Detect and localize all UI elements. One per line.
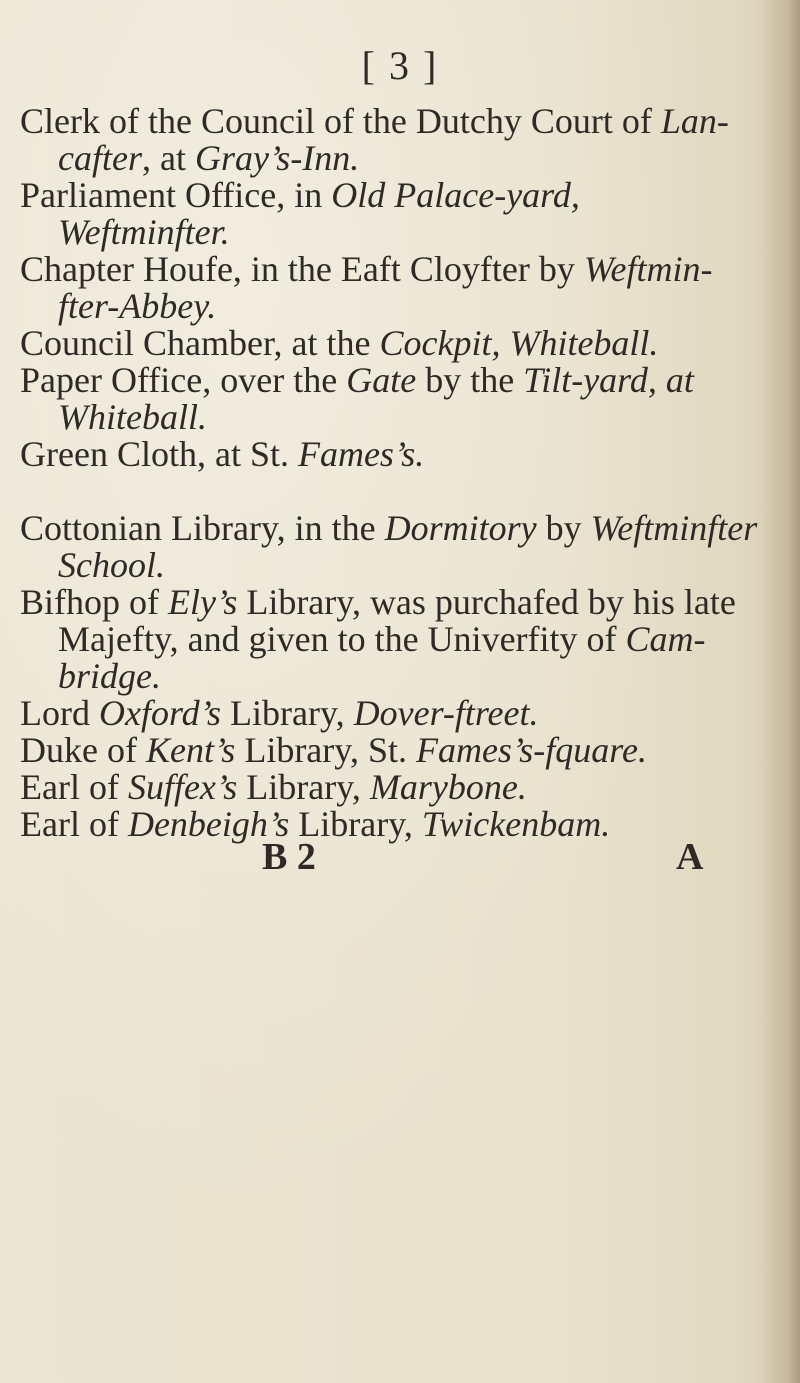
entry-earl-denbeigh-library: Earl of Denbeigh’s Library, Twickenbam. bbox=[20, 804, 611, 844]
entry-lord-oxford-library: Lord Oxford’s Library, Dover-ftreet. bbox=[20, 693, 539, 733]
signature-mark: B 2 bbox=[262, 836, 316, 878]
entry-duke-kent-library: Duke of Kent’s Library, St. Fames’s-fquare. bbox=[20, 730, 647, 770]
entry-green-cloth: Green Cloth, at St. Fames’s. bbox=[20, 434, 425, 474]
entries-list bbox=[20, 103, 760, 843]
catchword: A bbox=[676, 836, 704, 878]
entry-council-chamber: Council Chamber, at the Cockpit, Whiteball. bbox=[20, 323, 659, 363]
entry-bishop-ely-library: Bifhop of Ely’s Library, was purchafed by his late Majefty, and given to the Univerfity of Cam-bridge. bbox=[20, 582, 736, 696]
entry-earl-suffex-library: Earl of Suffex’s Library, Marybone. bbox=[20, 767, 527, 807]
page-number: [ 3 ] bbox=[361, 43, 439, 88]
entry-chapter-house: Chapter Houfe, in the Eaft Cloyfter by Weftmin-fter-Abbey. bbox=[20, 249, 713, 326]
page-edge-shadow bbox=[758, 0, 800, 1383]
entry-clerk-council: Clerk of the Council of the Dutchy Court of Lan-cafter, at Gray’s-Inn. bbox=[20, 101, 729, 178]
section-gap bbox=[20, 473, 760, 510]
entry-paper-office: Paper Office, over the Gate by the Tilt-yard, at Whiteball. bbox=[20, 360, 694, 437]
entry-parliament-office: Parliament Office, in Old Palace-yard, Weftminfter. bbox=[20, 175, 580, 252]
entry-cottonian-library: Cottonian Library, in the Dormitory by Weftminfter School. bbox=[20, 508, 758, 585]
page-footer bbox=[0, 835, 800, 895]
